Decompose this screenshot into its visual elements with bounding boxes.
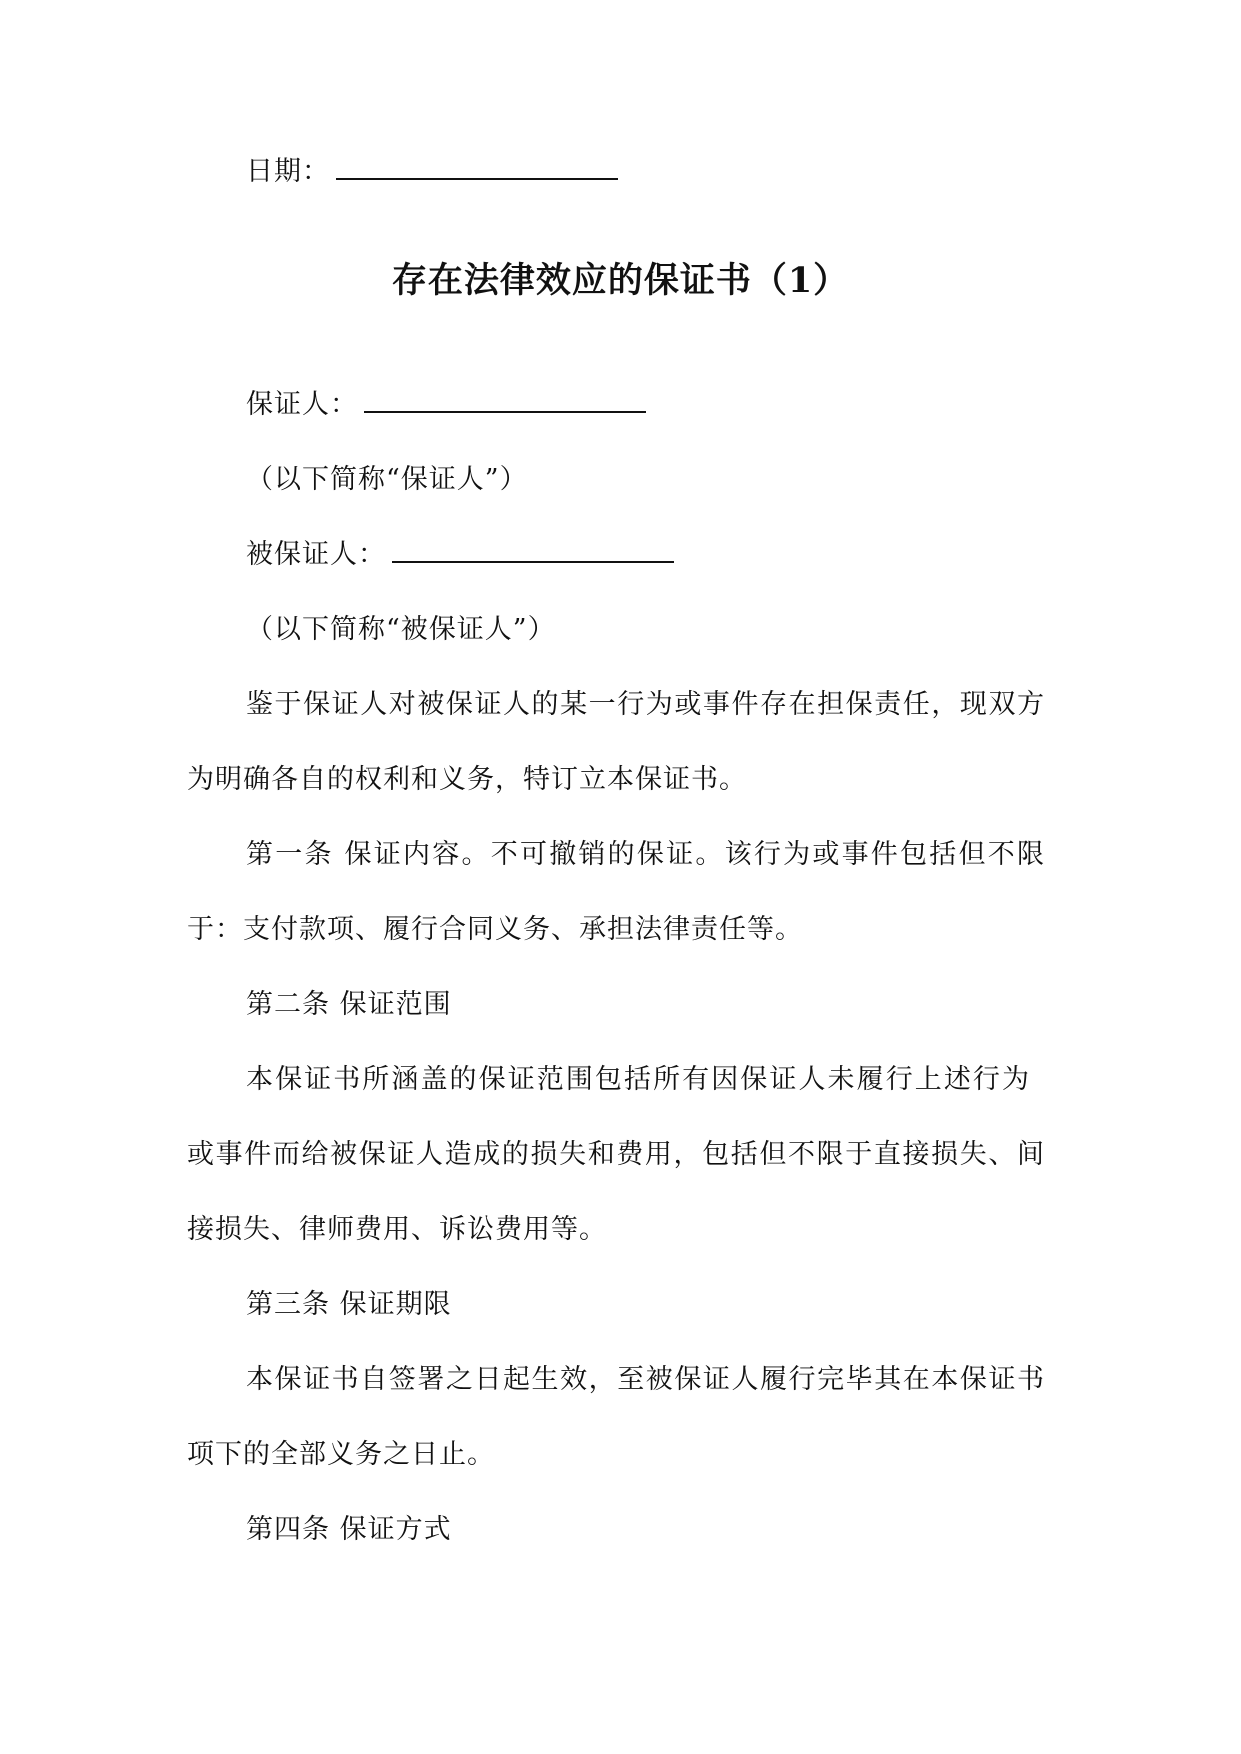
article2-line-1: 本保证书所涵盖的保证范围包括所有因保证人未履行上述行为	[246, 1064, 1030, 1095]
article2-heading: 第二条 保证范围	[246, 989, 452, 1020]
preamble-line-1: 鉴于保证人对被保证人的某一行为或事件存在担保责任，现双方	[246, 689, 1045, 720]
date-line	[246, 156, 618, 188]
article1-line-1: 第一条 保证内容。不可撤销的保证。该行为或事件包括但不限	[246, 839, 1045, 870]
article3-heading: 第三条 保证期限	[246, 1289, 452, 1320]
date-blank	[336, 177, 618, 180]
article2-line-3: 接损失、律师费用、诉讼费用等。	[187, 1214, 607, 1245]
date-label: 日期：	[246, 156, 330, 187]
article3-line-2: 项下的全部义务之日止。	[187, 1439, 495, 1470]
guaranteed-label: 被保证人：	[246, 539, 386, 570]
article3-line-1: 本保证书自签署之日起生效，至被保证人履行完毕其在本保证书	[246, 1364, 1045, 1395]
guarantor-label: 保证人：	[246, 389, 358, 420]
guarantor-blank	[364, 410, 646, 413]
guarantor-line	[246, 389, 646, 421]
guaranteed-note: （以下简称“被保证人”）	[246, 614, 556, 645]
article1-line-2: 于：支付款项、履行合同义务、承担法律责任等。	[187, 914, 803, 945]
preamble-line-2: 为明确各自的权利和义务，特订立本保证书。	[187, 764, 747, 795]
guarantor-note: （以下简称“保证人”）	[246, 464, 528, 495]
article2-line-2: 或事件而给被保证人造成的损失和费用，包括但不限于直接损失、间	[187, 1139, 1045, 1170]
document-title: 存在法律效应的保证书（1）	[391, 260, 850, 301]
article4-heading: 第四条 保证方式	[246, 1514, 452, 1545]
guaranteed-line	[246, 539, 674, 571]
guaranteed-blank	[392, 560, 674, 563]
